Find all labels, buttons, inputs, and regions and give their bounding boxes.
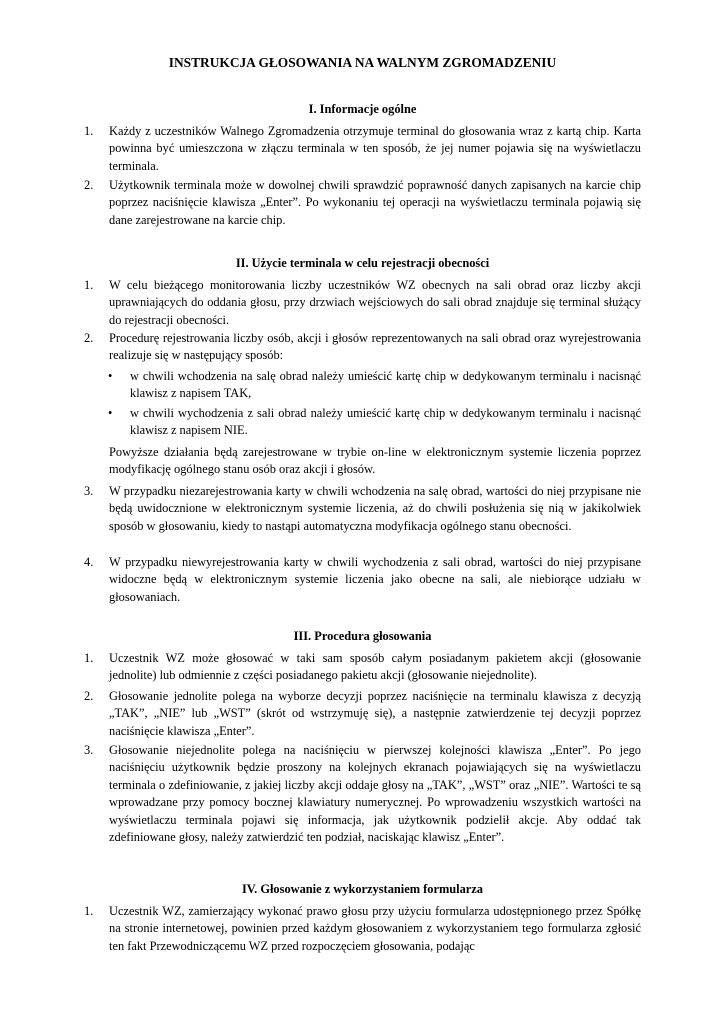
list-item <box>84 330 641 365</box>
item-text: Procedurę rejestrowania liczby osób, akcji i głosów reprezentowanych na sali obrad oraz wyrejestrowania realizuje się w następujący sposób: <box>109 331 641 363</box>
list-item <box>84 742 641 846</box>
item-number: 1. <box>84 651 94 665</box>
list-item <box>84 903 641 955</box>
document-title: INSTRUKCJA GŁOSOWANIA NA WALNYM ZGROMADZENIU <box>168 55 557 70</box>
section-heading: IV. Głosowanie z wykorzystaniem formularza <box>241 882 484 896</box>
note-paragraph: Powyższe działania będą zarejestrowane w trybie on-line w elektronicznym systemie liczenia poprzez modyfikację ogólnego stanu osób oraz akcji i głosów. <box>109 445 641 477</box>
item-text: Uczestnik WZ może głosować w taki sam sposób całym posiadanym pakietem akcji (głosowanie jednolite) lub odmiennie z części posiadanego pakietu akcji (głosowanie niejednolite). <box>109 651 641 683</box>
bullet-item <box>108 405 641 440</box>
item-number: 1. <box>84 904 94 918</box>
item-number: 3. <box>84 743 94 757</box>
item-text: Uczestnik WZ, zamierzający wykonać prawo głosu przy użyciu formularza udostępnionego przez Spółkę na stronie internetowej, powinien przed każdym głosowaniem z wykorzystaniem tego formularza zgłosić ten fakt Przewodniczącemu WZ przed rozpoczęciem głosowania, podając <box>109 904 641 953</box>
list-item <box>84 123 641 175</box>
list-item <box>84 688 641 740</box>
list-item <box>84 177 641 229</box>
bullet-icon: • <box>108 406 113 420</box>
item-text: W przypadku niezarejestrowania karty w chwili wchodzenia na salę obrad, wartości do niej przypisane nie będą uwidocznione w elektronicznym systemie liczenia, aż do chwili posłużenia się nią w jakikolwiek sposób w głosowaniu, kiedy to nastąpi automatyczna modyfikacja ogólnego stanu obecności. <box>109 484 641 533</box>
list-item <box>84 650 641 685</box>
bullet-icon: • <box>108 369 113 383</box>
list-item <box>84 277 641 329</box>
list-item <box>84 554 641 606</box>
item-text: Głosowanie jednolite polega na wyborze decyzji poprzez naciśnięcie na terminalu klawisza z decyzją „TAK”, „NIE” lub „WST” (skrót od wstrzymuję się), a następnie zatwierdzenie tej decyzji poprzez naciśnięcie klawisza „Enter”. <box>109 689 641 738</box>
section-heading: III. Procedura głosowania <box>293 629 432 643</box>
bullet-item <box>108 368 641 403</box>
item-text: Użytkownik terminala może w dowolnej chwili sprawdzić poprawność danych zapisanych na karcie chip poprzez naciśnięcie klawisza „Enter”. Po wykonaniu tej operacji na wyświetlaczu terminala pojawią się dane zarejestrowane na karcie chip. <box>109 178 641 227</box>
bullet-text: w chwili wychodzenia z sali obrad należy umieścić kartę chip w dedykowanym terminalu i nacisnąć klawisz z napisem NIE. <box>130 406 641 438</box>
item-number: 4. <box>84 555 94 569</box>
item-number: 2. <box>84 331 94 345</box>
item-number: 2. <box>84 689 94 703</box>
item-number: 2. <box>84 178 94 192</box>
section-heading: I. Informacje ogólne <box>308 102 417 116</box>
item-number: 1. <box>84 124 94 138</box>
item-number: 1. <box>84 278 94 292</box>
section-heading: II. Użycie terminala w celu rejestracji obecności <box>235 256 490 270</box>
list-item <box>84 483 641 535</box>
item-number: 3. <box>84 484 94 498</box>
item-text: W celu bieżącego monitorowania liczby uczestników WZ obecnych na sali obrad oraz liczby akcji uprawniających do oddania głosu, przy drzwiach wejściowych do sali obrad znajduje się terminal służący do rejestracji obecności. <box>109 278 641 327</box>
item-text: Głosowanie niejednolite polega na naciśnięciu w pierwszej kolejności klawisza „Enter”. Po jego naciśnięciu użytkownik będzie proszony na kolejnych ekranach pojawiających się na wyświetlaczu terminala o zdefiniowanie, z jakiej liczby akcji oddaje głosy na „TAK”, „WST” oraz „NIE”. Wartości te są wprowadzane przy pomocy bocznej klawiatury numerycznej. Po wprowadzeniu wszystkich wartości na wyświetlaczu terminala pojawi się informacja, jak użytkownik podzielił akcje. Aby oddać tak zdefiniowane głosy, należy zatwierdzić ten podział, naciskając klawisz „Enter”. <box>109 743 641 845</box>
bullet-text: w chwili wchodzenia na salę obrad należy umieścić kartę chip w dedykowanym terminalu i nacisnąć klawisz z napisem TAK, <box>130 369 641 401</box>
item-text: Każdy z uczestników Walnego Zgromadzenia otrzymuje terminal do głosowania wraz z kartą chip. Karta powinna być umieszczona w złączu terminala w ten sposób, że jej numer pojawia się na wyświetlaczu terminala. <box>109 124 641 173</box>
item-text: W przypadku niewyrejestrowania karty w chwili wychodzenia z sali obrad, wartości do niej przypisane widoczne będą w elektronicznym systemie liczenia jako obecne na sali, ale niebiorące udziału w głosowaniach. <box>109 555 641 604</box>
